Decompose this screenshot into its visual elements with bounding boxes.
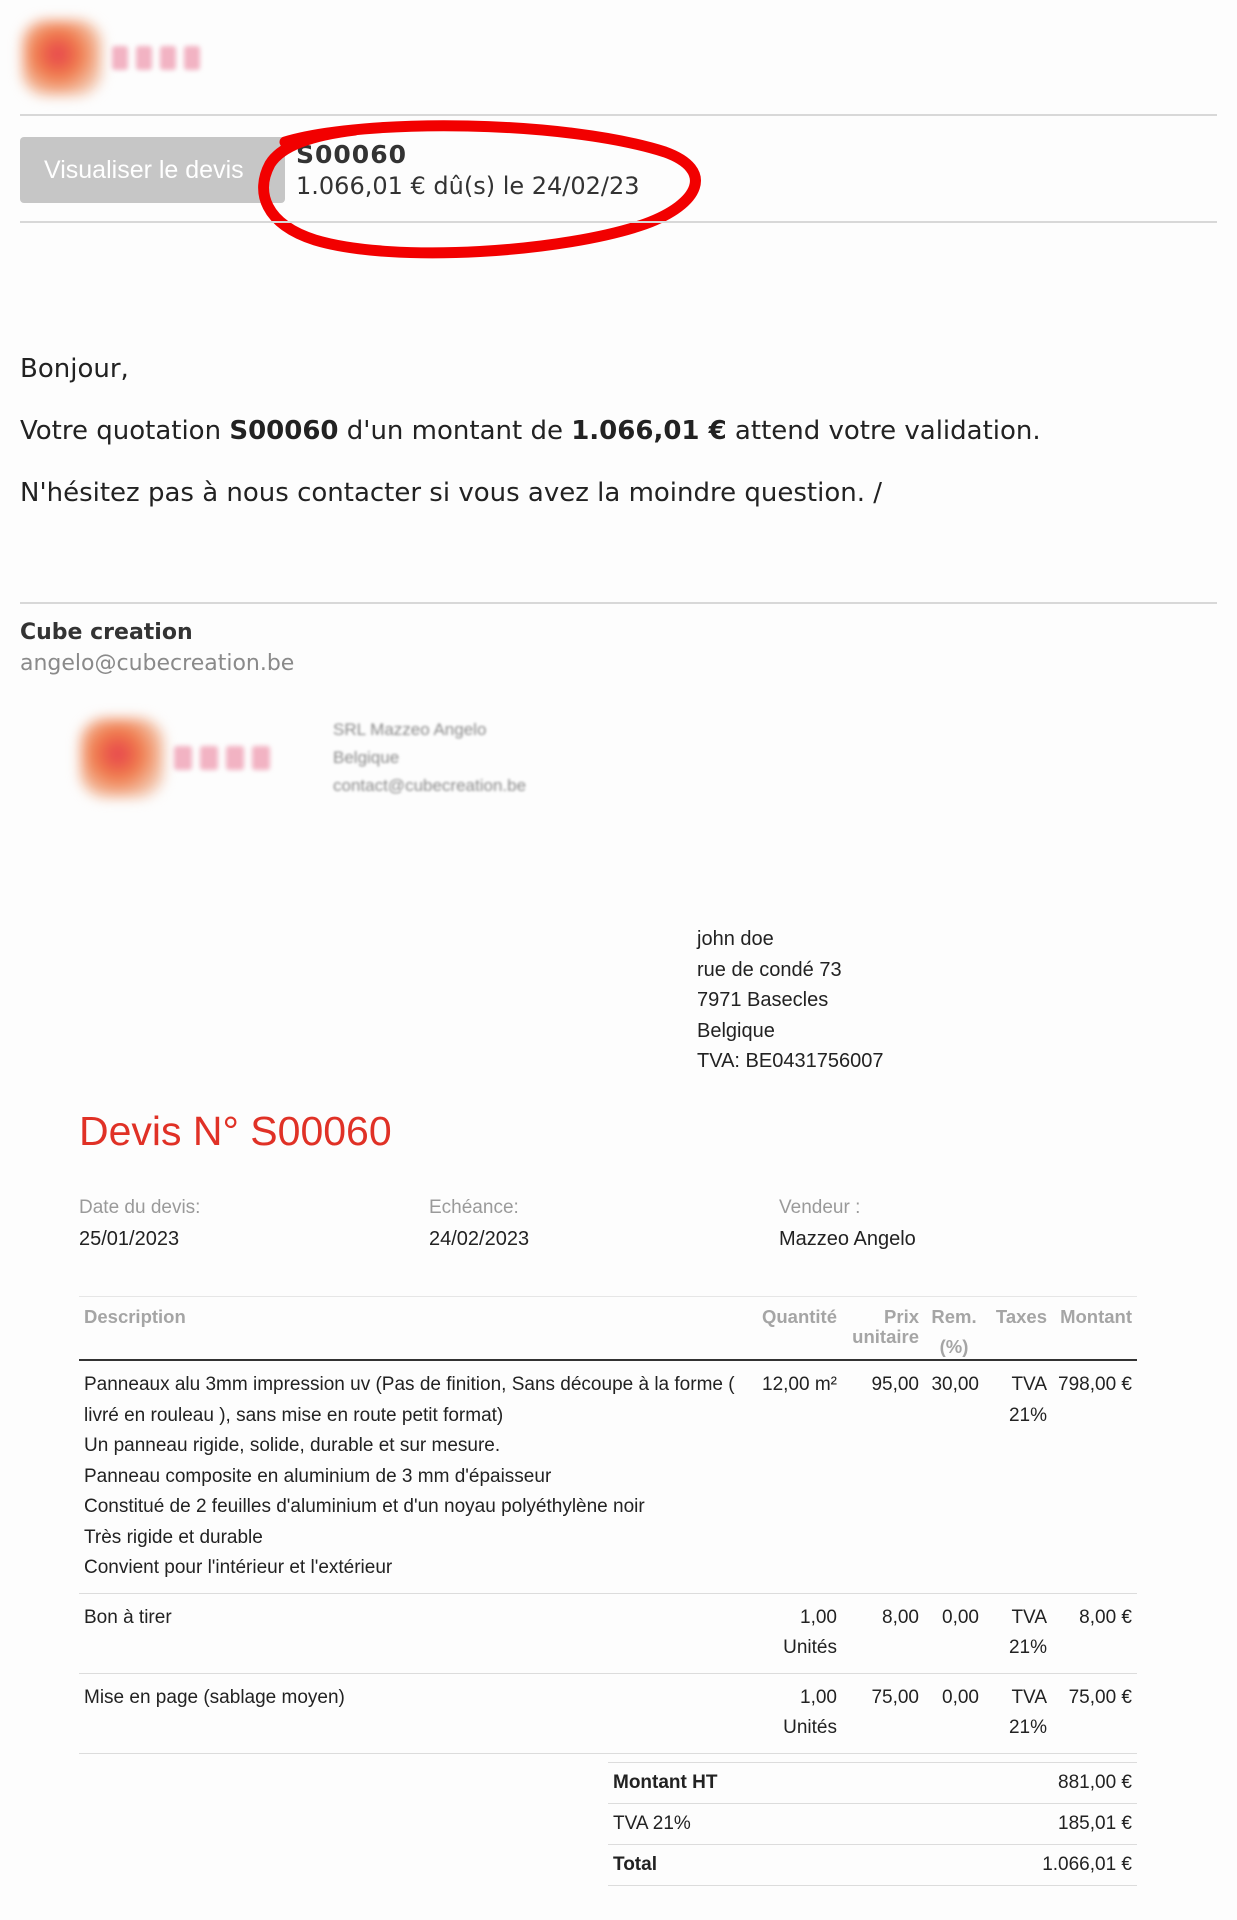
divider: [20, 602, 1217, 604]
line-taxes: TVA 21%: [984, 1673, 1052, 1753]
total-label: Total: [608, 1845, 891, 1886]
totals-table: [608, 1762, 1137, 1886]
line-taxes: TVA 21%: [984, 1360, 1052, 1593]
line-discount: 0,00: [924, 1593, 984, 1673]
line-unit-price: 95,00: [842, 1360, 924, 1593]
line-unit-price: 75,00: [842, 1673, 924, 1753]
customer-address: [697, 924, 883, 1077]
tax-label: TVA 21%: [608, 1804, 891, 1845]
total-value: 1.066,01 €: [891, 1845, 1137, 1886]
view-quote-button[interactable]: Visualiser le devis: [20, 137, 285, 203]
customer-country: Belgique: [697, 1019, 775, 1042]
company-logo: [22, 20, 200, 96]
total-row: [608, 1845, 1137, 1886]
line-amount: 75,00 €: [1052, 1673, 1137, 1753]
signature-company: Cube creation: [20, 620, 193, 645]
line-quantity: 1,00 Unités: [744, 1593, 842, 1673]
company-block-email: contact@cubecreation.be: [333, 776, 527, 795]
col-unit-price: Prix unitaire: [842, 1297, 924, 1361]
signature-email-link[interactable]: angelo@cubecreation.be: [20, 651, 295, 676]
tax-row: [608, 1804, 1137, 1845]
line-discount: 30,00: [924, 1360, 984, 1593]
quote-date-value: 25/01/2023: [79, 1228, 180, 1250]
company-block-country: Belgique: [333, 748, 400, 767]
col-discount: Rem. (%): [924, 1297, 984, 1361]
document-logo: [80, 718, 270, 798]
col-amount: Montant: [1052, 1297, 1137, 1361]
subtotal-value: 881,00 €: [891, 1763, 1137, 1804]
col-quantity: Quantité: [744, 1297, 842, 1361]
seller-label: Vendeur :: [779, 1197, 861, 1218]
seller-value: Mazzeo Angelo: [779, 1228, 916, 1250]
table-row: [79, 1673, 1137, 1753]
customer-city: 7971 Basecles: [697, 989, 829, 1011]
customer-name: john doe: [697, 928, 774, 950]
quote-message: Votre quotation S00060 d'un montant de 1.066,01 € attend votre validation.: [20, 416, 1041, 446]
line-description: Panneaux alu 3mm impression uv (Pas de finition, Sans découpe à la forme ( livré en rouleau ), sans mise en route petit format) Un panneau rigide, solide, durable et sur mesure. Panneau composite en aluminium de 3 mm d'épaisseur Constitué de 2 feuilles d'aluminium et d'un noyau polyéthylène noir Très rigide et durable Convient pour l'intérieur et l'extérieur: [79, 1360, 744, 1593]
divider: [20, 221, 1217, 223]
red-annotation-circle: [245, 112, 710, 277]
quote-due-amount: 1.066,01 € dû(s) le 24/02/23: [296, 172, 640, 200]
table-row: [79, 1593, 1137, 1673]
line-amount: 8,00 €: [1052, 1593, 1137, 1673]
quote-reference: S00060: [296, 140, 407, 169]
line-description: Mise en page (sablage moyen): [79, 1673, 744, 1753]
greeting: Bonjour,: [20, 354, 129, 384]
line-description: Bon à tirer: [79, 1593, 744, 1673]
subtotal-row: [608, 1763, 1137, 1804]
document-title: Devis N° S00060: [79, 1108, 392, 1154]
customer-street: rue de condé 73: [697, 958, 842, 981]
line-unit-price: 8,00: [842, 1593, 924, 1673]
due-date-label: Echéance:: [429, 1197, 519, 1218]
line-quantity: 1,00 Unités: [744, 1673, 842, 1753]
customer-vat: TVA: BE0431756007: [697, 1050, 884, 1072]
tax-value: 185,01 €: [891, 1804, 1137, 1845]
col-taxes: Taxes: [984, 1297, 1052, 1361]
due-date-value: 24/02/2023: [429, 1228, 530, 1250]
subtotal-label: Montant HT: [608, 1763, 891, 1804]
company-block-name: SRL Mazzeo Angelo: [333, 720, 487, 739]
table-header-row: [79, 1297, 1137, 1361]
contact-message: N'hésitez pas à nous contacter si vous avez la moindre question. /: [20, 478, 883, 508]
line-taxes: TVA 21%: [984, 1593, 1052, 1673]
quote-date-label: Date du devis:: [79, 1197, 201, 1218]
quote-lines-table: [79, 1296, 1137, 1754]
table-row: [79, 1360, 1137, 1593]
col-description: Description: [79, 1297, 744, 1361]
line-discount: 0,00: [924, 1673, 984, 1753]
line-amount: 798,00 €: [1052, 1360, 1137, 1593]
line-quantity: 12,00 m²: [744, 1360, 842, 1593]
